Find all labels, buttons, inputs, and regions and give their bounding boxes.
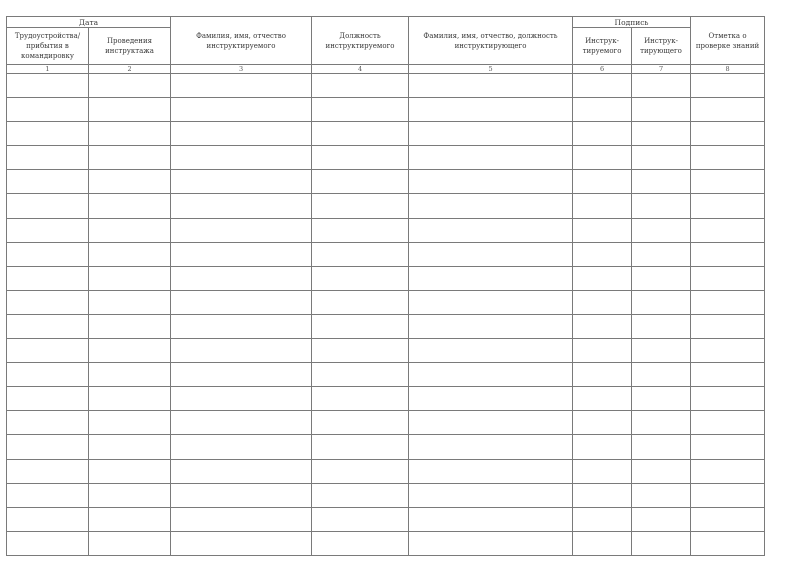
column-number: 7 <box>632 65 691 74</box>
instructed-name-cell <box>171 266 312 290</box>
instructed-signature-cell <box>573 290 632 314</box>
instructor-cell <box>409 242 573 266</box>
instructed-signature-cell <box>573 74 632 98</box>
instructor-signature-cell <box>632 363 691 387</box>
table-row <box>7 194 765 218</box>
instructed-name-cell <box>171 290 312 314</box>
knowledge-check-cell <box>691 74 765 98</box>
instructor-cell <box>409 411 573 435</box>
instructed-signature-cell <box>573 339 632 363</box>
instructed-name-cell <box>171 146 312 170</box>
instructor-signature-cell <box>632 411 691 435</box>
briefing-journal-sheet <box>6 16 764 556</box>
employment-date-cell <box>7 507 89 531</box>
instructed-position-cell <box>312 314 409 338</box>
instructed-position-cell <box>312 387 409 411</box>
table-row <box>7 74 765 98</box>
date-group-header: Дата <box>7 17 171 28</box>
instructed-signature-cell <box>573 146 632 170</box>
briefing-date-cell <box>89 266 171 290</box>
instructed-name-cell <box>171 194 312 218</box>
briefing-date-cell <box>89 242 171 266</box>
instructor-header-label: Фамилия, имя, отчество, должность инструктирующего <box>423 31 558 50</box>
instructed-position-cell <box>312 435 409 459</box>
employment-date-cell <box>7 290 89 314</box>
instructed-name-cell <box>171 363 312 387</box>
instructor-signature-cell <box>632 339 691 363</box>
knowledge-check-cell <box>691 507 765 531</box>
instructed-signature-cell <box>573 411 632 435</box>
column-number: 1 <box>7 65 89 74</box>
column-number: 8 <box>691 65 765 74</box>
instructor-signature-cell <box>632 194 691 218</box>
employment-date-cell <box>7 411 89 435</box>
instructor-cell <box>409 74 573 98</box>
instructed-name-cell <box>171 314 312 338</box>
table-header <box>7 17 765 74</box>
instructor-signature-cell <box>632 266 691 290</box>
employment-date-cell <box>7 146 89 170</box>
table-row <box>7 459 765 483</box>
signature-group-header: Подпись <box>573 17 691 28</box>
instructor-signature-cell <box>632 170 691 194</box>
table-row <box>7 531 765 555</box>
table-body <box>7 74 765 556</box>
instructor-signature-header: Инструк- тирующего <box>632 28 691 65</box>
instructed-signature-cell <box>573 218 632 242</box>
table-row <box>7 411 765 435</box>
column-number: 6 <box>573 65 632 74</box>
employment-date-cell <box>7 170 89 194</box>
instructor-signature-cell <box>632 290 691 314</box>
briefing-date-cell <box>89 339 171 363</box>
instructor-signature-cell <box>632 146 691 170</box>
instructor-cell <box>409 314 573 338</box>
instructor-signature-cell <box>632 218 691 242</box>
knowledge-check-cell <box>691 242 765 266</box>
briefing-date-cell <box>89 170 171 194</box>
column-number: 5 <box>409 65 573 74</box>
employment-date-cell <box>7 531 89 555</box>
table-row <box>7 435 765 459</box>
briefing-date-cell <box>89 507 171 531</box>
employment-date-cell <box>7 483 89 507</box>
knowledge-check-cell <box>691 387 765 411</box>
instructor-signature-cell <box>632 531 691 555</box>
briefing-date-cell <box>89 363 171 387</box>
knowledge-check-cell <box>691 363 765 387</box>
knowledge-check-cell <box>691 531 765 555</box>
instructed-position-cell <box>312 146 409 170</box>
instructor-cell <box>409 435 573 459</box>
instructed-position-cell <box>312 266 409 290</box>
instructed-position-cell <box>312 194 409 218</box>
instructor-signature-cell <box>632 459 691 483</box>
table-row <box>7 242 765 266</box>
briefing-date-cell <box>89 387 171 411</box>
instructed-signature-cell <box>573 387 632 411</box>
table-row <box>7 363 765 387</box>
instructor-signature-cell <box>632 507 691 531</box>
instructor-cell <box>409 339 573 363</box>
employment-date-header: Трудоустройства/ прибытия в командировку <box>7 28 89 65</box>
knowledge-check-cell <box>691 483 765 507</box>
instructed-name-header <box>171 17 312 65</box>
briefing-date-cell <box>89 531 171 555</box>
briefing-date-cell <box>89 435 171 459</box>
employment-date-cell <box>7 242 89 266</box>
employment-date-cell <box>7 314 89 338</box>
instructor-cell <box>409 218 573 242</box>
employment-date-cell <box>7 339 89 363</box>
employment-date-cell <box>7 435 89 459</box>
instructed-position-cell <box>312 218 409 242</box>
instructor-cell <box>409 363 573 387</box>
instructed-position-cell <box>312 411 409 435</box>
briefing-date-cell <box>89 483 171 507</box>
briefing-date-cell <box>89 411 171 435</box>
employment-date-cell <box>7 194 89 218</box>
instructed-position-cell <box>312 459 409 483</box>
briefing-date-cell <box>89 314 171 338</box>
instructed-name-header-label: Фамилия, имя, отчество инструктируемого <box>196 31 286 50</box>
briefing-date-cell <box>89 194 171 218</box>
instructor-cell <box>409 98 573 122</box>
knowledge-check-cell <box>691 194 765 218</box>
instructor-signature-cell <box>632 74 691 98</box>
knowledge-check-cell <box>691 266 765 290</box>
knowledge-check-header-label: Отметка о проверке знаний <box>695 31 760 50</box>
knowledge-check-cell <box>691 98 765 122</box>
instructor-cell <box>409 290 573 314</box>
instructed-signature-cell <box>573 507 632 531</box>
instructed-position-cell <box>312 74 409 98</box>
employment-date-cell <box>7 122 89 146</box>
instructed-name-cell <box>171 122 312 146</box>
instructed-signature-cell <box>573 266 632 290</box>
instructor-signature-cell <box>632 122 691 146</box>
briefing-date-header: Проведения инструктажа <box>89 28 171 65</box>
briefing-date-cell <box>89 74 171 98</box>
briefing-journal-table <box>6 16 765 556</box>
knowledge-check-cell <box>691 146 765 170</box>
instructed-position-cell <box>312 122 409 146</box>
instructed-signature-cell <box>573 194 632 218</box>
instructed-signature-cell <box>573 531 632 555</box>
knowledge-check-cell <box>691 122 765 146</box>
table-row <box>7 290 765 314</box>
instructed-position-cell <box>312 98 409 122</box>
instructed-signature-cell <box>573 314 632 338</box>
instructed-signature-cell <box>573 170 632 194</box>
instructed-position-cell <box>312 363 409 387</box>
instructor-signature-cell <box>632 314 691 338</box>
knowledge-check-cell <box>691 435 765 459</box>
header-row-top <box>7 17 765 28</box>
employment-date-cell <box>7 387 89 411</box>
knowledge-check-header <box>691 17 765 65</box>
table-row <box>7 483 765 507</box>
instructor-cell <box>409 459 573 483</box>
table-row <box>7 314 765 338</box>
knowledge-check-cell <box>691 290 765 314</box>
table-row <box>7 122 765 146</box>
instructed-name-cell <box>171 411 312 435</box>
instructed-signature-cell <box>573 483 632 507</box>
instructed-signature-cell <box>573 122 632 146</box>
instructed-signature-cell <box>573 459 632 483</box>
employment-date-cell <box>7 98 89 122</box>
column-number: 2 <box>89 65 171 74</box>
instructed-name-cell <box>171 218 312 242</box>
instructed-position-cell <box>312 242 409 266</box>
instructed-signature-cell <box>573 242 632 266</box>
table-row <box>7 339 765 363</box>
instructed-name-cell <box>171 339 312 363</box>
instructed-name-cell <box>171 507 312 531</box>
knowledge-check-cell <box>691 218 765 242</box>
column-number: 4 <box>312 65 409 74</box>
knowledge-check-cell <box>691 170 765 194</box>
briefing-date-cell <box>89 290 171 314</box>
knowledge-check-cell <box>691 314 765 338</box>
instructor-cell <box>409 194 573 218</box>
instructed-signature-cell <box>573 435 632 459</box>
employment-date-cell <box>7 363 89 387</box>
table-row <box>7 387 765 411</box>
instructor-signature-cell <box>632 435 691 459</box>
instructor-cell <box>409 146 573 170</box>
instructor-signature-cell <box>632 242 691 266</box>
employment-date-cell <box>7 266 89 290</box>
instructed-name-cell <box>171 459 312 483</box>
instructor-cell <box>409 387 573 411</box>
instructed-position-cell <box>312 170 409 194</box>
instructed-name-cell <box>171 435 312 459</box>
instructor-signature-cell <box>632 387 691 411</box>
instructed-signature-cell <box>573 363 632 387</box>
employment-date-cell <box>7 459 89 483</box>
briefing-date-cell <box>89 122 171 146</box>
column-number: 3 <box>171 65 312 74</box>
instructor-cell <box>409 266 573 290</box>
instructor-cell <box>409 122 573 146</box>
instructed-name-cell <box>171 531 312 555</box>
instructed-position-cell <box>312 507 409 531</box>
table-row <box>7 98 765 122</box>
employment-date-cell <box>7 218 89 242</box>
instructed-position-header-label: Должность инструктируемого <box>325 31 395 50</box>
instructor-signature-cell <box>632 98 691 122</box>
instructed-name-cell <box>171 387 312 411</box>
instructed-signature-cell <box>573 98 632 122</box>
knowledge-check-cell <box>691 411 765 435</box>
table-row <box>7 266 765 290</box>
instructor-cell <box>409 170 573 194</box>
instructed-name-cell <box>171 242 312 266</box>
instructed-position-header <box>312 17 409 65</box>
employment-date-cell <box>7 74 89 98</box>
instructor-cell <box>409 507 573 531</box>
instructed-name-cell <box>171 74 312 98</box>
instructed-name-cell <box>171 98 312 122</box>
briefing-date-cell <box>89 98 171 122</box>
knowledge-check-cell <box>691 459 765 483</box>
instructed-name-cell <box>171 483 312 507</box>
table-row <box>7 507 765 531</box>
instructor-header <box>409 17 573 65</box>
instructor-cell <box>409 483 573 507</box>
table-row <box>7 218 765 242</box>
instructed-name-cell <box>171 170 312 194</box>
briefing-date-cell <box>89 218 171 242</box>
table-row <box>7 170 765 194</box>
briefing-date-cell <box>89 459 171 483</box>
instructed-position-cell <box>312 483 409 507</box>
instructor-cell <box>409 531 573 555</box>
instructed-position-cell <box>312 531 409 555</box>
instructed-position-cell <box>312 339 409 363</box>
instructor-signature-cell <box>632 483 691 507</box>
table-row <box>7 146 765 170</box>
instructed-position-cell <box>312 290 409 314</box>
instructed-signature-header: Инструк- тируемого <box>573 28 632 65</box>
briefing-date-cell <box>89 146 171 170</box>
knowledge-check-cell <box>691 339 765 363</box>
column-number-row <box>7 65 765 74</box>
